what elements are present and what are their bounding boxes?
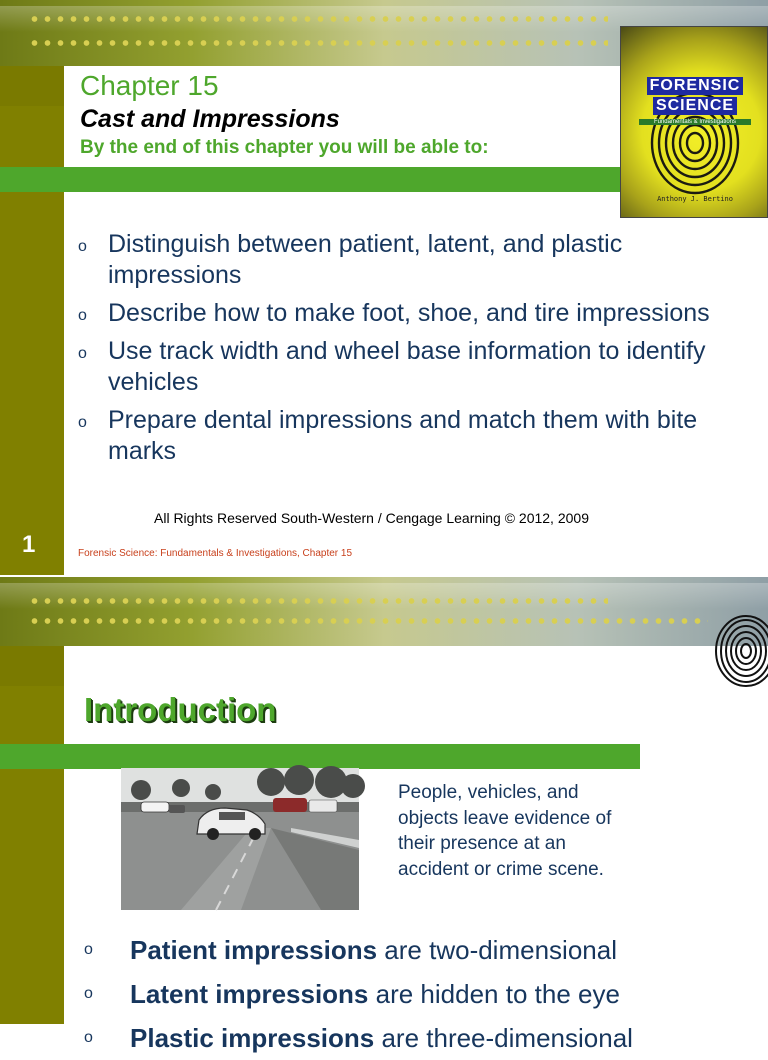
fingerprint-icon xyxy=(712,613,768,685)
term-patient-impressions: Patient impressions xyxy=(130,935,378,965)
slide-2 xyxy=(0,577,768,1053)
list-item xyxy=(78,405,748,467)
slide-title: Introduction xyxy=(84,691,277,728)
list-item xyxy=(78,298,748,329)
objectives-lead: By the end of this chapter you will be able to: xyxy=(80,137,489,158)
list-item-text: Use track width and wheel base information to identify vehicles xyxy=(108,337,706,396)
term-description: are three-dimensional xyxy=(374,1023,633,1053)
book-title-line1: FORENSIC xyxy=(647,77,744,95)
chapter-heading: Chapter 15 xyxy=(80,70,219,101)
header-dots-lower xyxy=(28,40,608,46)
header-dots xyxy=(28,598,608,604)
bullet-marker: o xyxy=(84,985,93,1002)
list-item xyxy=(84,972,764,1016)
bullet-marker: o xyxy=(78,414,87,431)
impression-types-list xyxy=(84,928,764,1060)
list-item xyxy=(78,229,748,291)
divider-bar xyxy=(0,167,640,192)
left-sidebar xyxy=(0,646,64,1024)
bullet-marker: o xyxy=(78,238,87,255)
bullet-marker: o xyxy=(78,307,87,324)
list-item xyxy=(84,1016,764,1060)
copyright-notice: All Rights Reserved South-Western / Cengage Learning © 2012, 2009 xyxy=(154,510,589,526)
list-item xyxy=(84,928,764,972)
book-title xyxy=(631,77,759,115)
list-item-text: Distinguish between patient, latent, and plastic impressions xyxy=(108,230,623,289)
list-item-text: Describe how to make foot, shoe, and tire impressions xyxy=(108,299,710,327)
objectives-list xyxy=(78,229,748,467)
chapter-subtitle: Cast and Impressions xyxy=(80,105,340,133)
term-description: are hidden to the eye xyxy=(368,979,620,1009)
photo-caption: People, vehicles, and objects leave evidence of their presence at an accident or crime scene. xyxy=(398,782,612,880)
crash-scene-photo xyxy=(121,768,359,910)
footer-text: Forensic Science: Fundamentals & Investigations, Chapter 15 xyxy=(78,548,353,559)
bullet-marker: o xyxy=(78,345,87,362)
list-item-text: Prepare dental impressions and match them with bite marks xyxy=(108,406,698,465)
term-plastic-impressions: Plastic impressions xyxy=(130,1023,375,1053)
book-cover-image xyxy=(620,26,768,218)
term-description: are two-dimensional xyxy=(377,935,617,965)
car-accident-image xyxy=(121,768,359,910)
term-latent-impressions: Latent impressions xyxy=(130,979,369,1009)
bullet-marker: o xyxy=(84,1029,93,1046)
book-author: Anthony J. Bertino xyxy=(657,195,733,203)
list-item xyxy=(78,336,748,398)
divider-bar xyxy=(0,744,640,769)
header-band xyxy=(0,577,768,646)
book-title-line2: SCIENCE xyxy=(653,97,737,115)
header-dots xyxy=(28,16,608,22)
bullet-marker: o xyxy=(84,941,93,958)
header-dots-lower xyxy=(28,618,708,624)
left-sidebar xyxy=(0,66,64,575)
book-tagline: Fundamentals & Investigations xyxy=(639,119,751,125)
slide-number: 1 xyxy=(22,531,36,558)
